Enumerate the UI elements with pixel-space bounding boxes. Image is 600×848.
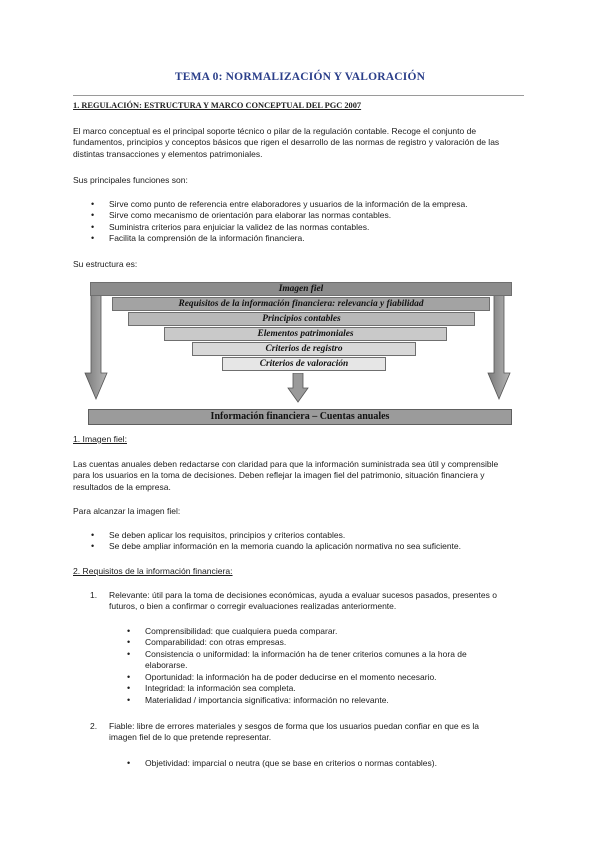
reach-label: Para alcanzar la imagen fiel:	[73, 506, 181, 516]
right-down-arrow-icon	[487, 295, 511, 401]
list-item: • Comparabilidad: con otras empresas.	[145, 637, 530, 648]
requisitos-heading: 2. Requisitos de la información financiera:	[73, 566, 233, 576]
diagram-level-4: Elementos patrimoniales	[164, 327, 447, 341]
list-item: • Materialidad / importancia significativa: información no relevante.	[145, 695, 530, 706]
list-item: • Sirve como mecanismo de orientación para elaborar las normas contables.	[109, 210, 529, 221]
relevante-subitems-cont	[145, 672, 530, 706]
paragraph-line: para los usuarios en la toma de decisiones. Deben reflejar la imagen fiel del patrimonio, situación financiera y	[73, 470, 485, 481]
list-item: • Se debe ampliar información en la memoria cuando la aplicación normativa no sea suficiente.	[109, 541, 529, 552]
functions-list	[109, 199, 529, 244]
paragraph-line: Fiable: libre de errores materiales y sesgos de forma que los usuarios puedan confiar en que es la	[109, 721, 479, 731]
paragraph-line: resultados de la empresa.	[73, 481, 171, 492]
item-number: 2.	[90, 721, 98, 731]
paragraph-line: imagen fiel de lo que pretende representar.	[109, 732, 272, 743]
intro-paragraph	[73, 126, 531, 160]
list-item: • Sirve como punto de referencia entre elaboradores y usuarios de la información de la empresa.	[109, 199, 529, 210]
list-item: • Consistencia o uniformidad: la información ha de tener criterios comunes a la hora de	[145, 649, 530, 660]
page-title: TEMA 0: NORMALIZACIÓN Y VALORACIÓN	[174, 71, 426, 83]
diagram-level-5: Criterios de registro	[192, 342, 416, 356]
item-number: 1.	[90, 590, 98, 600]
relevante-subitems	[145, 626, 530, 660]
paragraph-line: futuros, o bien a confirmar o corregir evaluaciones realizadas anteriormente.	[109, 601, 397, 612]
imagen-fiel-heading: 1. Imagen fiel:	[73, 434, 127, 444]
list-item: • Suministra criterios para enjuiciar la validez de las normas contables.	[109, 222, 529, 233]
list-item: • Se deben aplicar los requisitos, principios y criterios contables.	[109, 530, 529, 541]
requisito-relevante	[109, 590, 531, 613]
structure-label: Su estructura es:	[73, 259, 138, 269]
diagram-level-2: Requisitos de la información financiera: relevancia y fiabilidad	[112, 297, 490, 311]
requisito-fiable	[109, 721, 531, 744]
intro-line: El marco conceptual es el principal soporte técnico o pilar de la regulación contable. Recoge el conjunto de	[73, 126, 477, 136]
imagen-fiel-paragraph	[73, 459, 531, 493]
functions-label: Sus principales funciones son:	[73, 175, 188, 185]
paragraph-line: Relevante: útil para la toma de decisiones económicas, ayuda a evaluar sucesos pasados, presentes o	[109, 590, 497, 600]
diagram-result-bar: Información financiera – Cuentas anuales	[88, 409, 512, 425]
list-item: • Objetividad: imparcial o neutra (que se base en criterios o normas contables).	[145, 758, 530, 769]
reach-list	[109, 530, 529, 553]
diagram-level-1: Imagen fiel	[90, 282, 512, 296]
section-heading-regulacion: 1. REGULACIÓN: ESTRUCTURA Y MARCO CONCEPTUAL DEL PGC 2007	[73, 101, 362, 110]
intro-line: distintas transacciones y elementos patrimoniales.	[73, 148, 263, 159]
list-item: • Integridad: la información sea completa.	[145, 683, 530, 694]
diagram-level-3: Principios contables	[128, 312, 475, 326]
list-item: • Oportunidad: la información ha de poder deducirse en el momento necesario.	[145, 672, 530, 683]
list-item: • Facilita la comprensión de la información financiera.	[109, 233, 529, 244]
title-divider	[73, 95, 524, 96]
center-down-arrow-icon	[287, 373, 309, 403]
fiable-subitems	[145, 758, 530, 769]
paragraph-line: Las cuentas anuales deben redactarse con claridad para que la información suministrada sea útil y comprensible	[73, 459, 499, 469]
diagram-level-6: Criterios de valoración	[222, 357, 386, 371]
left-down-arrow-icon	[84, 295, 108, 401]
list-item: • Comprensibilidad: que cualquiera pueda comparar.	[145, 626, 530, 637]
intro-line: fundamentos, principios y conceptos básicos que rigen el desarrollo de las normas de registro y valoración de las	[73, 137, 500, 148]
list-item-continuation: elaborarse.	[145, 660, 188, 670]
